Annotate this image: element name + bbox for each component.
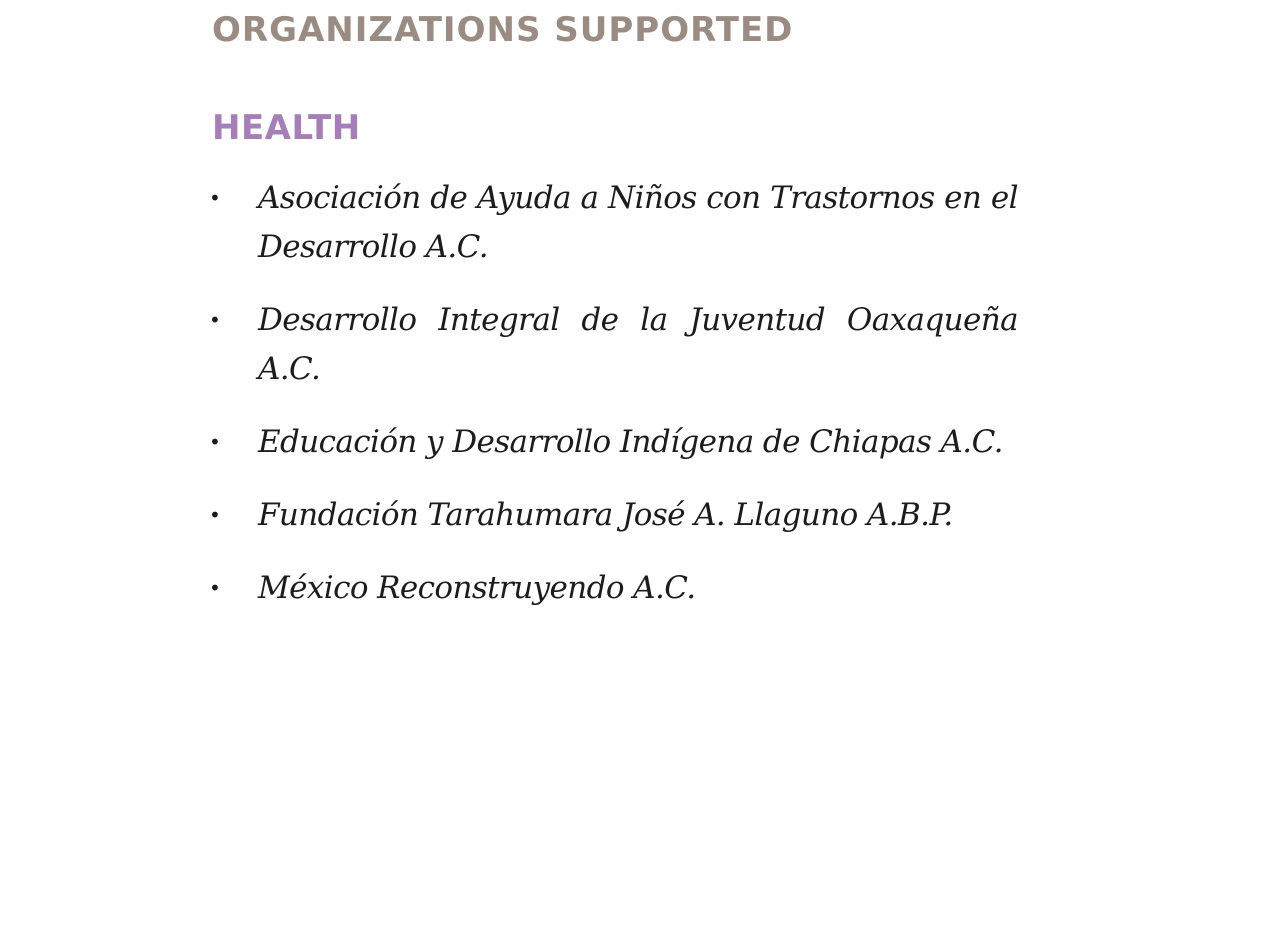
organization-item: • Fundación Tarahumara José A. Llaguno A.B.P.: [212, 491, 1018, 540]
organization-item: • México Reconstruyendo A.C.: [212, 564, 1018, 613]
organization-item: • Asociación de Ayuda a Niños con Trastornos en el Desarrollo A.C.: [212, 174, 1018, 272]
organization-list: [212, 174, 1018, 613]
page-title: ORGANIZATIONS SUPPORTED: [212, 10, 794, 50]
document-content: [212, 8, 1018, 637]
section-title-health: HEALTH: [212, 108, 361, 148]
organization-item: • Educación y Desarrollo Indígena de Chiapas A.C.: [212, 418, 1018, 467]
organization-item: • Desarrollo Integral de la Juventud Oaxaqueña A.C.: [212, 296, 1018, 394]
